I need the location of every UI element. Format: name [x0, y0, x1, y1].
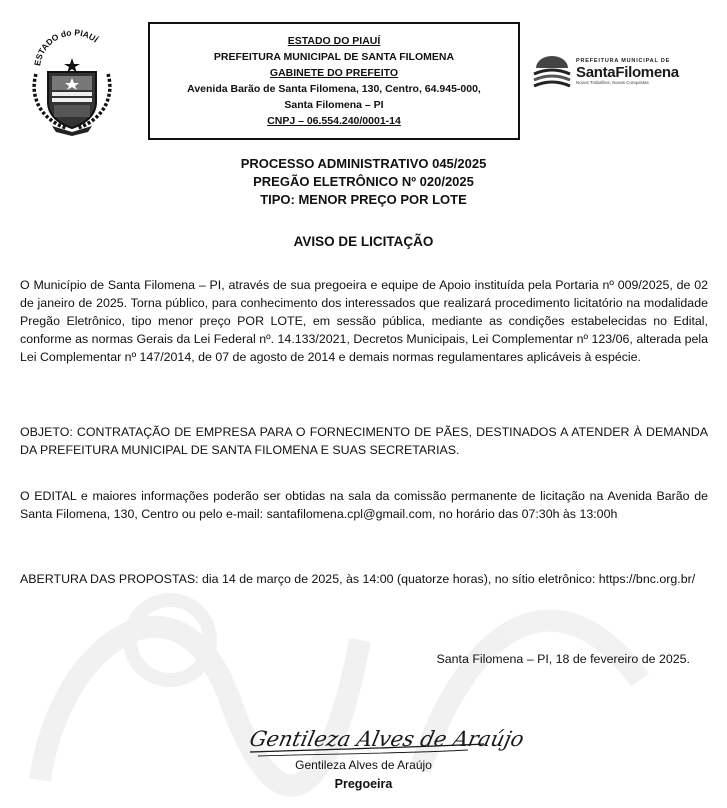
svg-text:ESTADO do PIAUÍ [32, 28, 100, 66]
letterhead-cnpj: CNPJ – 06.554.240/0001-14 [267, 115, 401, 127]
signature-script: Gentileza Alves de Araújo [247, 727, 527, 752]
letterhead-city: Santa Filomena – PI [284, 99, 384, 111]
auction-number: PREGÃO ELETRÔNICO Nº 020/2025 [253, 174, 474, 189]
municipality-logo [532, 52, 692, 92]
object-paragraph: OBJETO: CONTRATAÇÃO DE EMPRESA PARA O FORNECIMENTO DE PÃES, DESTINADOS A ATENDER À DEMANDA DA PREFEITURA MUNICIPAL DE SANTA FILOMENA E SUAS SECRETARIAS. [20, 425, 708, 457]
letterhead-box [148, 22, 520, 140]
signer-name: Gentileza Alves de Araújo [295, 758, 432, 772]
place-date-line: Santa Filomena – PI, 18 de fevereiro de 2025. [436, 652, 690, 666]
process-titles [0, 155, 727, 209]
seal-arc-label: ESTADO do PIAUÍ [32, 28, 101, 67]
logo-tagline: Novos Trabalhos, Novas Conquistas [576, 80, 649, 85]
process-number: PROCESSO ADMINISTRATIVO 045/2025 [240, 156, 487, 171]
auction-type: TIPO: MENOR PREÇO POR LOTE [260, 192, 467, 207]
intro-paragraph: O Município de Santa Filomena – PI, através de sua pregoeira e equipe de Apoio instituída pela Portaria nº 009/2025, de 02 de janeiro de 2025. Torna público, para conhecimento dos interessados que realizará procedimento licitatório na modalidade Pregão Eletrônico, tipo menor preço POR LOTE, em sessão pública, mediante as condições estabelecidas no Edital, conforme as normas Gerais da Lei Federal nº. 14.133/2021, Decretos Municipais, Lei Complementar nº 123/06, alterada pela Lei Complementar nº 147/2014, de 07 de agosto de 2014 e demais normas regulamentares aplicáveis à espécie. [20, 278, 708, 364]
letterhead-address: Avenida Barão de Santa Filomena, 130, Centro, 64.945-000, [187, 83, 481, 95]
notice-title: AVISO DE LICITAÇÃO [293, 234, 434, 249]
info-paragraph: O EDITAL e maiores informações poderão ser obtidas na sala da comissão permanente de licitação na Avenida Barão de Santa Filomena, 130, Centro ou pelo e-mail: santafilomena.cpl@gmail.com, no horário das 07:30h às 13:00h [20, 489, 708, 521]
logo-top-text: PREFEITURA MUNICIPAL DE [576, 57, 671, 64]
piaui-coat-of-arms-icon [22, 28, 122, 136]
letterhead-office: GABINETE DO PREFEITO [269, 67, 399, 79]
letterhead-city-hall: PREFEITURA MUNICIPAL DE SANTA FILOMENA [213, 51, 455, 63]
logo-name-text: SantaFilomena [576, 64, 679, 81]
signer-role: Pregoeira [334, 777, 393, 791]
sun-fields-logo-icon [532, 54, 572, 90]
opening-paragraph: ABERTURA DAS PROPOSTAS: dia 14 de março de 2025, às 14:00 (quatorze horas), no sítio eletrônico: https://bnc.org.br/ [20, 572, 696, 586]
letterhead-state: ESTADO DO PIAUÍ [287, 35, 381, 47]
